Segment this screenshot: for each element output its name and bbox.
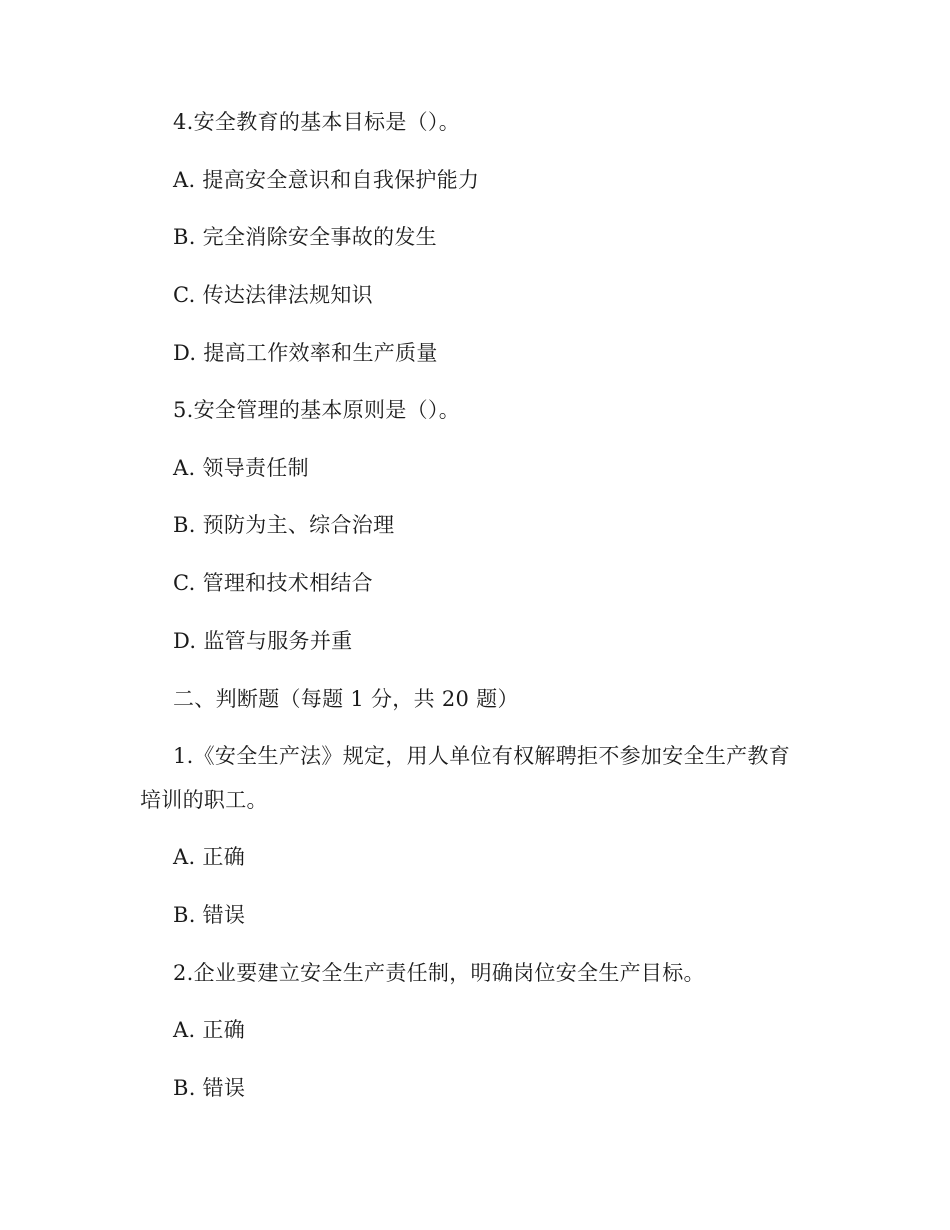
judgment-2-option-a: A. 正确 bbox=[173, 1018, 246, 1042]
judgment-1-line-1: 1.《安全生产法》规定，用人单位有权解聘拒不参加安全生产教育 bbox=[173, 744, 791, 768]
question-5-option-b: B. 预防为主、综合治理 bbox=[173, 513, 395, 537]
judgment-2-option-b: B. 错误 bbox=[173, 1076, 246, 1100]
question-4-option-c: C. 传达法律法规知识 bbox=[173, 283, 373, 307]
question-5-option-a: A. 领导责任制 bbox=[173, 456, 309, 480]
question-5: 5.安全管理的基本原则是（）。 bbox=[173, 398, 461, 422]
section-heading-true-false: 二、判断题（每题 1 分，共 20 题） bbox=[173, 687, 519, 711]
question-5-option-d: D. 监管与服务并重 bbox=[173, 629, 353, 653]
question-5-option-c: C. 管理和技术相结合 bbox=[173, 571, 373, 595]
question-4-option-b: B. 完全消除安全事故的发生 bbox=[173, 225, 437, 249]
question-4-option-d: D. 提高工作效率和生产质量 bbox=[173, 341, 438, 365]
judgment-2: 2.企业要建立安全生产责任制，明确岗位安全生产目标。 bbox=[173, 961, 705, 985]
question-4-option-a: A. 提高安全意识和自我保护能力 bbox=[173, 168, 480, 192]
judgment-1-line-2: 培训的职工。 bbox=[140, 788, 268, 812]
judgment-1-option-b: B. 错误 bbox=[173, 903, 246, 927]
question-4: 4.安全教育的基本目标是（）。 bbox=[173, 110, 461, 134]
judgment-1-option-a: A. 正确 bbox=[173, 845, 246, 869]
